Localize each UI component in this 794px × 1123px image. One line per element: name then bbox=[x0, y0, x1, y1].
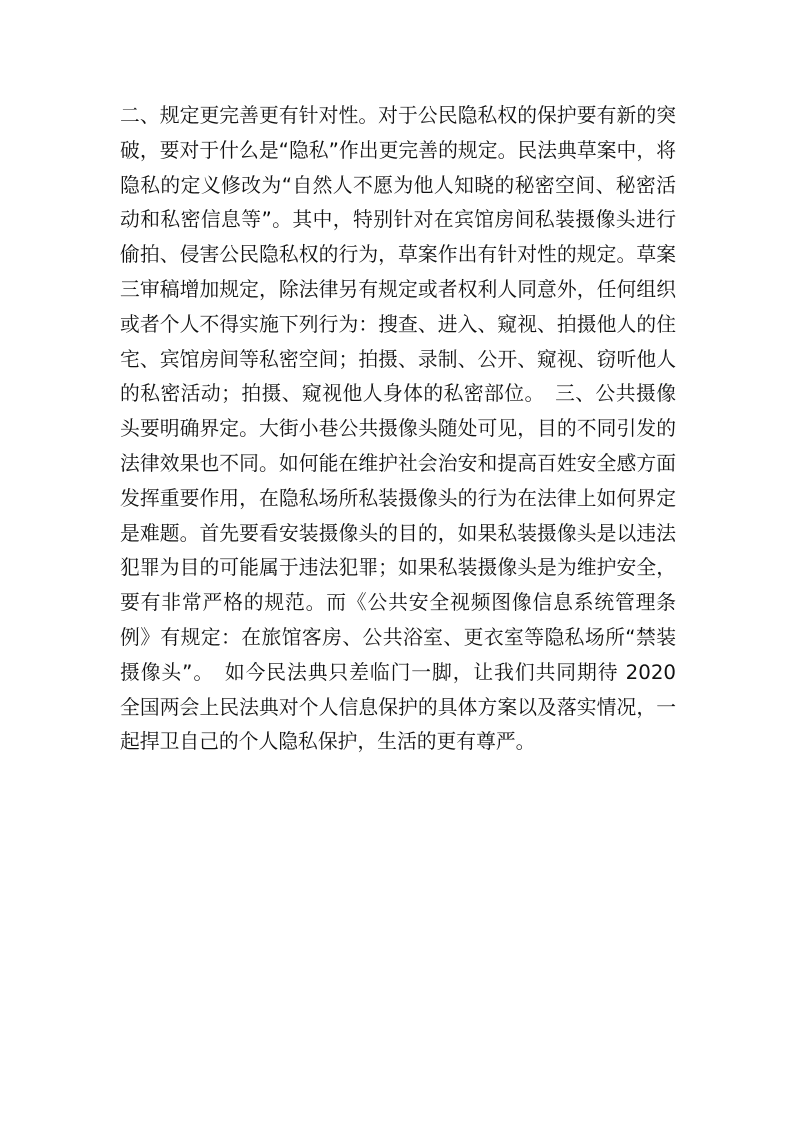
body-paragraph: 二、规定更完善更有针对性。对于公民隐私权的保护要有新的突破，要对于什么是“隐私”作出更完善的规定。民法典草案中，将隐私的定义修改为“自然人不愿为他人知晓的秘密空间、秘密活动和私密信息等”。其中，特别针对在宾馆房间私装摄像头进行偷拍、侵害公民隐私权的行为，草案作出有针对性的规定。草案三审稿增加规定，除法律另有规定或者权利人同意外，任何组织或者个人不得实施下列行为：搜查、进入、窥视、拍摄他人的住宅、宾馆房间等私密空间；拍摄、录制、公开、窥视、窃听他人的私密活动；拍摄、窥视他人身体的私密部位。 三、公共摄像头要明确界定。大街小巷公共摄像头随处可见，目的不同引发的法律效果也不同。如何能在维护社会治安和提高百姓安全感方面发挥重要作用，在隐私场所私装摄像头的行为在法律上如何界定是难题。首先要看安装摄像头的目的，如果私装摄像头是以违法犯罪为目的可能属于违法犯罪；如果私装摄像头是为维护安全，要有非常严格的规范。而《公共安全视频图像信息系统管理条例》有规定：在旅馆客房、公共浴室、更衣室等隐私场所“禁装摄像头”。 如今民法典只差临门一脚，让我们共同期待 2020 全国两会上民法典对个人信息保护的具体方案以及落实情况，一起捍卫自己的个人隐私保护，生活的更有尊严。 bbox=[120, 104, 676, 754]
